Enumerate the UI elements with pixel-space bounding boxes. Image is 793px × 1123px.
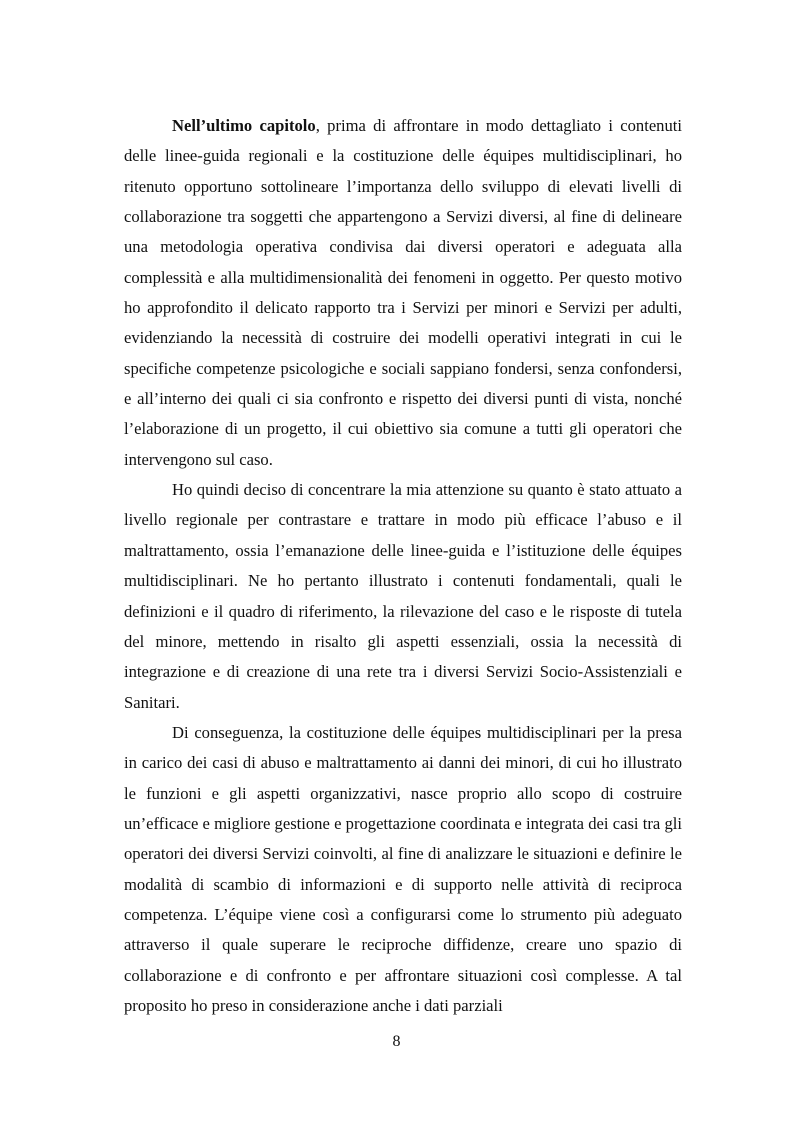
page-number: 8 [392, 1033, 401, 1050]
paragraph-3: Di conseguenza, la costituzione delle équipes multidisciplinari per la presa in carico dei casi di abuso e maltrattamento ai danni dei minori, di cui ho illustrato le funzioni e gli aspetti organizzativi, nasce proprio allo scopo di costruire un’efficace e migliore gestione e progettazione coordinata e integrata dei casi tra gli operatori dei diversi Servizi coinvolti, al fine di analizzare le situazioni e definire le modalità di scambio di informazioni e di supporto nelle attività di reciproca competenza. L’équipe viene così a configurarsi come lo strumento più adeguato attraverso il quale superare le reciproche diffidenze, creare uno spazio di collaborazione e di confronto e per affrontare situazioni così complesse. A tal proposito ho preso in considerazione anche i dati parziali [124, 722, 682, 1015]
paragraph-1 [124, 111, 682, 475]
body-text [124, 111, 682, 1021]
chapter-reference-bold: Nell’ultimo capitolo [172, 116, 316, 135]
paragraph-1-text: , prima di affrontare in modo dettagliato i contenuti delle linee-guida regionali e la costituzione delle équipes multidisciplinari, ho ritenuto opportuno sottolineare l’importanza dello sviluppo di elevati livelli di collaborazione tra soggetti che appartengono a Servizi diversi, al fine di delineare una metodologia operativa condivisa dai diversi operatori e adeguata alla complessità e alla multidimensionalità dei fenomeni in oggetto. Per questo motivo ho approfondito il delicato rapporto tra i Servizi per minori e Servizi per adulti, evidenziando la necessità di costruire dei modelli operativi integrati in cui le specifiche competenze psicologiche e sociali sappiano fondersi, senza confondersi, e all’interno dei quali ci sia confronto e rispetto dei diversi punti di vista, nonché l’elaborazione di un progetto, il cui obiettivo sia comune a tutti gli operatori che intervengono sul caso. [124, 116, 682, 469]
paragraph-2: Ho quindi deciso di concentrare la mia attenzione su quanto è stato attuato a livello regionale per contrastare e trattare in modo più efficace l’abuso e il maltrattamento, ossia l’emanazione delle linee-guida e l’istituzione delle équipes multidisciplinari. Ne ho pertanto illustrato i contenuti fondamentali, quali le definizioni e il quadro di riferimento, la rilevazione del caso e le risposte di tutela del minore, mettendo in risalto gli aspetti essenziali, ossia la necessità di integrazione e di creazione di una rete tra i diversi Servizi Socio-Assistenziali e Sanitari. [124, 480, 682, 712]
